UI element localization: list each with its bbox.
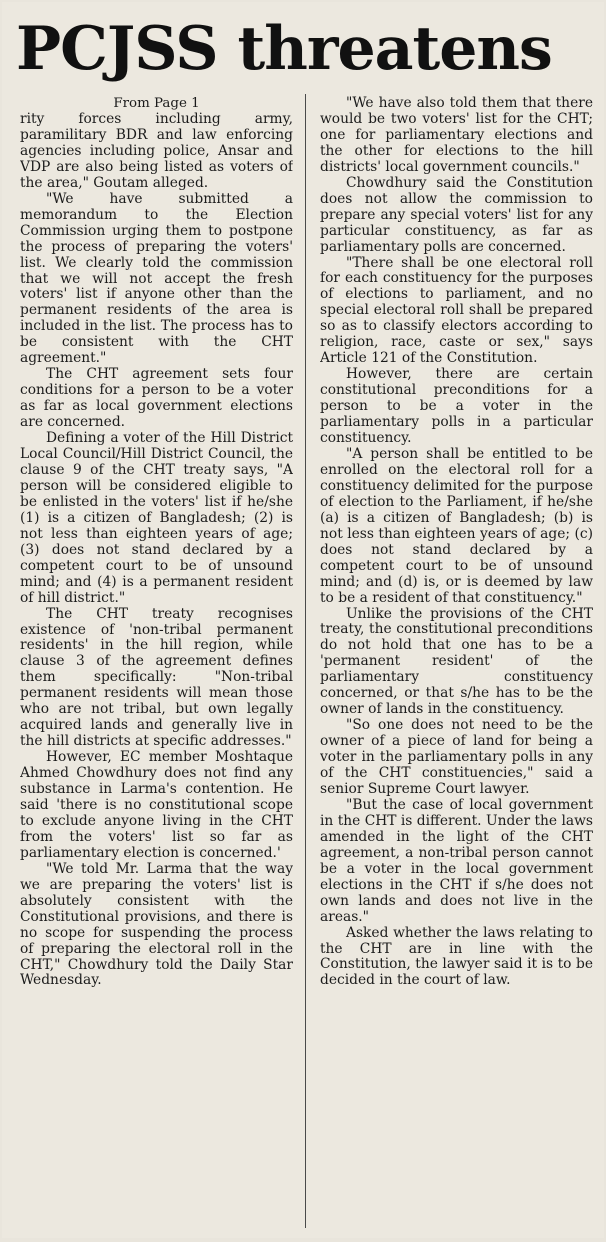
- newspaper-clipping: [2, 2, 604, 1238]
- article-paragraph: "A person shall be entitled to be enrolled on the electoral roll for a constituency delimited for the purpose of election to the Parliament, if he/she (a) is a citizen of Bangladesh; (b) is not less than eighteen years of age; (c) does not stand declared by a competent court to be of unsound mind; and (d) is, or is deemed by law to be a resident of that constituency.": [320, 445, 593, 606]
- article-paragraph: The CHT treaty recognises existence of 'non-tribal permanent residents' in the hill region, while clause 3 of the agreement defines them specifically: "Non-tribal permanent residents will mean those who are not tribal, but own legally acquired lands and generally live in the hill districts at specific addresses.": [20, 605, 293, 750]
- jump-label: From Page 1: [113, 96, 200, 111]
- article-paragraph: "We have submitted a memorandum to the Election Commission urging them to postpone the process of preparing the voters' list. We clearly told the commission that we will not accept the fresh voters' list if anyone other than the permanent residents of the area is included in the list. The process has to be consistent with the CHT agreement.": [20, 190, 293, 367]
- article-paragraph: "There shall be one electoral roll for each constituency for the purposes of elections to parliament, and no special electoral roll shall be prepared so as to classify electors according to religion, race, caste or sex," says Article 121 of the Constitution.: [320, 254, 593, 367]
- article-paragraph: Asked whether the laws relating to the CHT are in line with the Constitution, the lawyer said it is to be decided in the court of law.: [320, 924, 593, 989]
- column-divider: [305, 94, 306, 1228]
- article-paragraph: "We told Mr. Larma that the way we are preparing the voters' list is absolutely consistent with the Constitutional provisions, and there is no scope for suspending the process of preparing the electoral roll in the CHT," Chowdhury told the Daily Star Wednesday.: [20, 860, 293, 989]
- article-paragraph: "But the case of local government in the CHT is different. Under the laws amended in the light of the CHT agreement, a non-tribal person cannot be a voter in the local government elections in the CHT if s/he does not own lands and does not live in the areas.": [320, 796, 593, 925]
- article-paragraph: Unlike the provisions of the CHT treaty, the constitutional preconditions do not hold that one has to be a 'permanent resident' of the parliamentary constituency concerned, or that s/he has to be the owner of lands in the constituency.: [320, 605, 593, 718]
- article-paragraph: However, EC member Moshtaque Ahmed Chowdhury does not find any substance in Larma's contention. He said 'there is no constitutional scope to exclude anyone living in the CHT from the voters' list so far as parliamentary election is concerned.': [20, 749, 293, 861]
- headline: PCJSS threatens: [16, 14, 552, 84]
- article-paragraph: Chowdhury said the Constitution does not allow the commission to prepare any special voters' list for any particular constituency, as far as parliamentary polls are concerned.: [320, 174, 593, 255]
- article-paragraph: "So one does not need to be the owner of a piece of land for being a voter in the parliamentary polls in any of the CHT constituencies," said a senior Supreme Court lawyer.: [320, 717, 593, 797]
- left-column: [20, 96, 293, 1231]
- article-paragraph: However, there are certain constitutional preconditions for a person to be a voter in the parliamentary polls in a particular constituency.: [320, 366, 593, 447]
- article-paragraph: rity forces including army, paramilitary BDR and law enforcing agencies including police, Ansar and VDP are also being listed as voters of the area," Goutam alleged.: [20, 111, 293, 191]
- article-paragraph: The CHT agreement sets four conditions for a person to be a voter as far as local government elections are concerned.: [20, 366, 293, 431]
- article-paragraph: "We have also told them that there would be two voters' list for the CHT; one for parliamentary elections and the other for elections to the hill districts' local government councils.": [320, 96, 593, 175]
- right-column: [320, 96, 593, 1231]
- article-paragraph: Defining a voter of the Hill District Local Council/Hill District Council, the clause 9 of the CHT treaty says, "A person will be considered eligible to be enlisted in the voters' list if he/she (1) is a citizen of Bangladesh; (2) is not less than eighteen years of age; (3) does not stand declared by a competent court to be of unsound mind; and (4) is a permanent resident of hill district.": [20, 430, 293, 606]
